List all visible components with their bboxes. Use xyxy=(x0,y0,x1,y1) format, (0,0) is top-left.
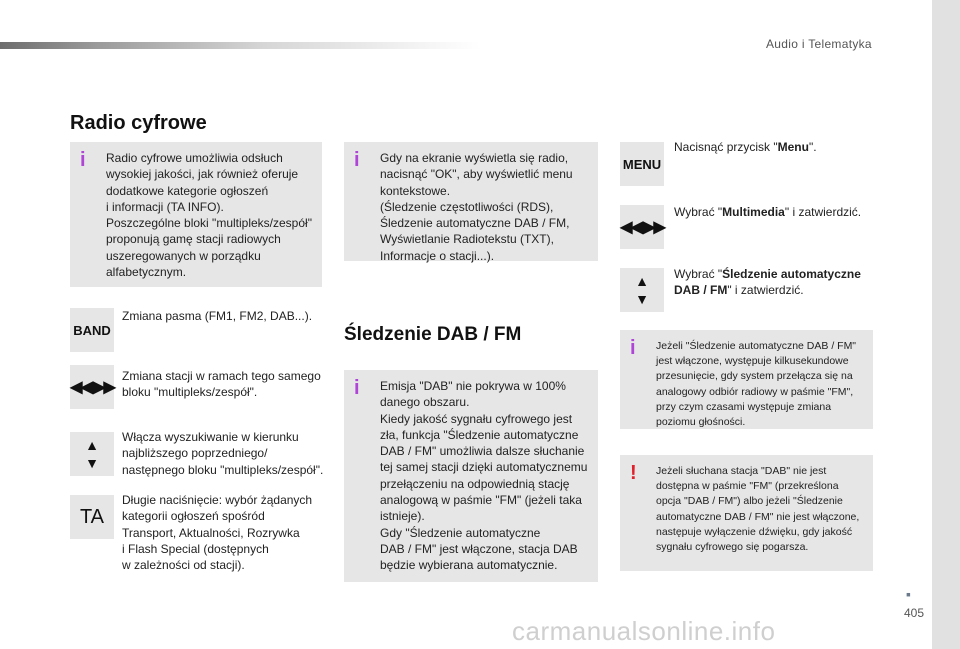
info-box-ok-menu xyxy=(344,142,598,261)
seek-description: Zmiana stacji w ramach tego samego bloku "multipleks/zespół". xyxy=(122,369,321,400)
up-arrow-icon: ▲ xyxy=(85,437,99,453)
header-gradient-bar xyxy=(0,42,480,49)
up-down-key xyxy=(620,268,664,312)
multimedia-instruction: Wybrać "Multimedia" i zatwierdzić. xyxy=(674,205,862,219)
warning-icon: ! xyxy=(630,462,637,484)
down-arrow-icon: ▼ xyxy=(635,291,649,307)
band-key: BAND xyxy=(70,308,114,352)
section-title: Audio i Telematyka xyxy=(766,37,872,51)
page-title: Radio cyfrowe xyxy=(70,112,207,134)
info-box-tracking-delay xyxy=(620,330,873,429)
info-icon: i xyxy=(354,377,360,399)
seek-key: ◀◀ ▶▶ xyxy=(70,365,114,409)
info-box-intro-text: Radio cyfrowe umożliwia odsłuch wysokiej jakości, jak również oferuje dodatkowe kategorie ogłoszeń i informacji (TA INFO). Poszczególne bloki "multipleks/zespół" proponują gamę stacji radiowych uszeregowanych w porządku alfabetycznym. xyxy=(106,151,312,280)
section-subtitle: Śledzenie DAB / FM xyxy=(344,324,522,345)
info-box-dab-coverage-text: Emisja "DAB" nie pokrywa w 100% danego obszaru. Kiedy jakość sygnału cyfrowego jest zła, funkcja "Śledzenie automatyczne DAB / FM" umożliwia dalsze słuchanie tej samej stacji dzięki automatycznemu przełączeniu na odpowiednią stację analogową w paśmie "FM" (jeżeli taka istnieje). Gdy "Śledzenie automatyczne DAB / FM" jest włączone, stacja DAB będzie wybierana automatycznie. xyxy=(380,379,588,573)
up-arrow-icon: ▲ xyxy=(635,273,649,289)
info-icon: i xyxy=(630,337,636,359)
ta-description: Długie naciśnięcie: wybór żądanych kategorii ogłoszeń spośród Transport, Aktualności, Rozrywka i Flash Special (dostępnych w zależności od stacji). xyxy=(122,493,313,573)
warning-box-signal-loss xyxy=(620,455,873,571)
watermark: carmanualsonline.info xyxy=(512,616,776,646)
seek-key: ◀◀ ▶▶ xyxy=(620,205,664,249)
page-dot-icon: ▪ xyxy=(906,586,911,602)
info-box-tracking-delay-text: Jeżeli "Śledzenie automatyczne DAB / FM" jest włączone, występuje kilkusekundowe przesunięcie, gdy system przełącza się na analogowy odbiór radiowy w paśmie "FM", przy czym czasami występuje zmiana poziomu głośności. xyxy=(656,340,857,429)
info-icon: i xyxy=(80,149,86,171)
updown-description: Włącza wyszukiwanie w kierunku najbliższego poprzedniego/ następnego bloku "multipleks/zespół". xyxy=(122,430,324,477)
down-arrow-icon: ▼ xyxy=(85,455,99,471)
info-box-intro xyxy=(70,142,322,287)
info-icon: i xyxy=(354,149,360,171)
up-down-key xyxy=(70,432,114,476)
band-description: Zmiana pasma (FM1, FM2, DAB...). xyxy=(122,309,313,323)
menu-key: MENU xyxy=(620,142,664,186)
menu-instruction: Nacisnąć przycisk "Menu". xyxy=(674,140,817,154)
page-side-strip xyxy=(932,0,960,649)
tracking-instruction: Wybrać "Śledzenie automatyczne DAB / FM" i zatwierdzić. xyxy=(674,267,861,298)
info-box-ok-menu-text: Gdy na ekranie wyświetla się radio, nacisnąć "OK", aby wyświetlić menu kontekstowe. (Śledzenie częstotliwości (RDS), Śledzenie automatyczne DAB / FM, Wyświetlanie Radiotekstu (TXT), Informacje o stacji...). xyxy=(380,151,573,263)
warning-box-text: Jeżeli słuchana stacja "DAB" nie jest dostępna w paśmie "FM" (przekreślona opcja "DAB / FM") albo jeżeli "Śledzenie automatyczne DAB / FM" nie jest włączone, następuje wyłączenie dźwięku, gdy jakość sygnału cyfrowego się pogarsza. xyxy=(656,465,860,554)
ta-key: TA xyxy=(70,495,114,539)
info-box-dab-coverage xyxy=(344,370,598,582)
page-number: 405 xyxy=(904,606,925,620)
